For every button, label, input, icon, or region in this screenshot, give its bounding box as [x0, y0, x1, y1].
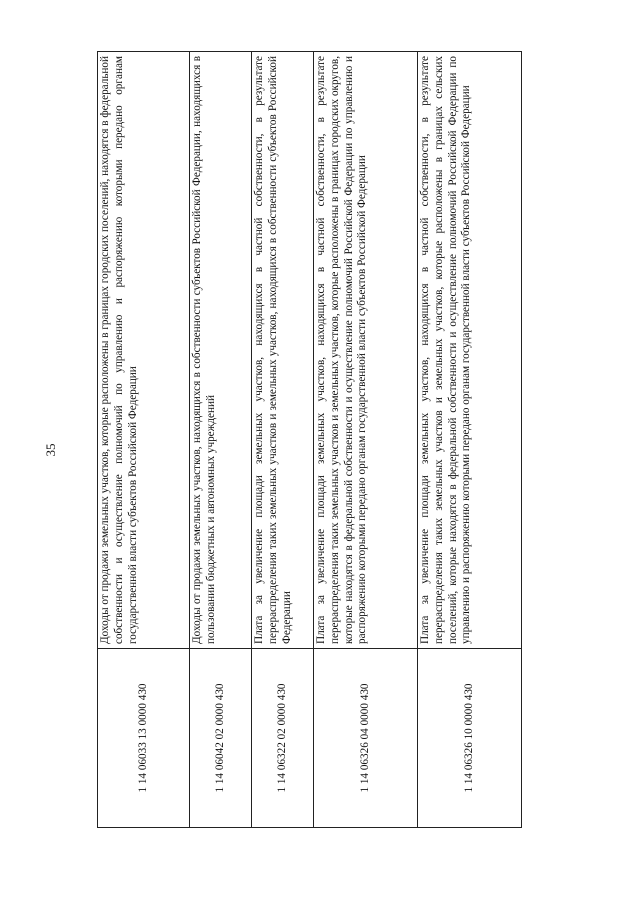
page-number: 35 [43, 443, 58, 457]
budget-code-cell: 1 14 06326 10 0000 430 [418, 649, 522, 828]
table-row [252, 52, 314, 828]
budget-code-cell: 1 14 06322 02 0000 430 [252, 649, 314, 828]
budget-code-cell: 1 14 06042 02 0000 430 [190, 649, 252, 828]
income-codes-table [97, 51, 522, 828]
table-row [418, 52, 522, 828]
rotated-table-container [97, 51, 519, 828]
table-row [190, 52, 252, 828]
table-row [314, 52, 418, 828]
budget-code-cell: 1 14 06326 04 0000 430 [314, 649, 418, 828]
description-cell: Плата за увеличение площади земельных участков, находящихся в частной собственности, в результате перераспределения таких земельных участков и земельных участков, которые расположены в границах сельских поселений, которые находятся в федеральной собственности и осуществление полномочий Российской Федерации по управлению и распоряжению которыми передано органам государственной власти субъектов Российской Федерации [418, 52, 522, 649]
description-cell: Доходы от продажи земельных участков, которые расположены в границах городских поселений, находятся в федеральной собственности и осуществление полномочий по управлению и распоряжению которыми передано органам государственной власти субъектов Российской Федерации [98, 52, 190, 649]
description-cell: Доходы от продажи земельных участков, находящихся в собственности субъектов Российской Федерации, находящихся в пользовании бюджетных и автономных учреждений [190, 52, 252, 649]
description-cell: Плата за увеличение площади земельных участков, находящихся в частной собственности, в результате перераспределения таких земельных участков и земельных участков, находящихся в собственности субъектов Российской Федерации [252, 52, 314, 649]
description-cell: Плата за увеличение площади земельных участков, находящихся в частной собственности, в результате перераспределения таких земельных участков и земельных участков, которые расположены в границах городских округов, которые находятся в федеральной собственности и осуществление полномочий Российской Федерации по управлению и распоряжению которыми передано органам государственной власти субъектов Российской Федерации [314, 52, 418, 649]
budget-code-cell: 1 14 06033 13 0000 430 [98, 649, 190, 828]
table-row [98, 52, 190, 828]
